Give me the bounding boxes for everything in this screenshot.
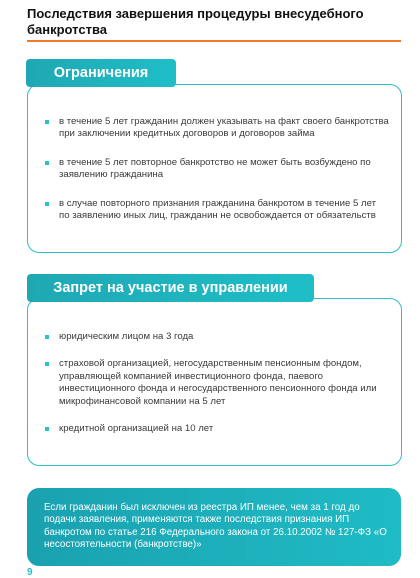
bullet-icon [45, 335, 49, 339]
list-item-text: кредитной организацией на 10 лет [59, 423, 214, 435]
list-item [45, 198, 389, 223]
bullet-icon [45, 362, 49, 366]
list-item-text: в течение 5 лет гражданин должен указывать на факт своего банкротства при заключении кредитных договоров и договоров займа [59, 116, 389, 140]
info-note-text: Если гражданин был исключен из реестра ИП менее, чем за 1 год до подачи заявления, применяются также последствия признания ИП банкротом по статье 216 Федерального закона от 26.10.2002 № 127-ФЗ «О несостоятельности (банкротстве)» [44, 502, 387, 551]
list-item [45, 157, 389, 182]
list-item [45, 116, 389, 141]
management-ban-list [45, 331, 389, 450]
page-title: Последствия завершения процедуры внесудебного банкротства [27, 6, 364, 37]
section-heading-management-ban: Запрет на участие в управлении [27, 274, 314, 302]
list-item-text: юридическим лицом на 3 года [59, 331, 194, 342]
list-item-text: страховой организацией, негосударственным пенсионным фондом, управляющей компанией инвестиционного фонда, паевого инвестиционного фонда и негосударственного пенсионного фонда или микрофинансовой компании на 5 лет [59, 358, 377, 407]
bullet-icon [45, 202, 49, 206]
bullet-icon [45, 120, 49, 124]
bullet-icon [45, 427, 49, 431]
list-item-text: в течение 5 лет повторное банкротство не может быть возбуждено по заявлению гражданина [59, 156, 371, 181]
list-item [45, 358, 389, 408]
management-ban-card [27, 298, 402, 466]
page-number: 9 [27, 567, 33, 578]
section-heading-restrictions: Ограничения [26, 59, 176, 87]
list-item [45, 331, 389, 343]
restrictions-card [27, 84, 402, 253]
info-note [27, 488, 401, 566]
list-item-text: в случае повторного признания гражданина банкротом в течение 5 лет по заявлению иных лиц, гражданин не освобождается от обязательств [59, 197, 377, 222]
restrictions-list [45, 116, 389, 238]
list-item [45, 423, 389, 435]
bullet-icon [45, 161, 49, 165]
title-underline [27, 40, 401, 42]
